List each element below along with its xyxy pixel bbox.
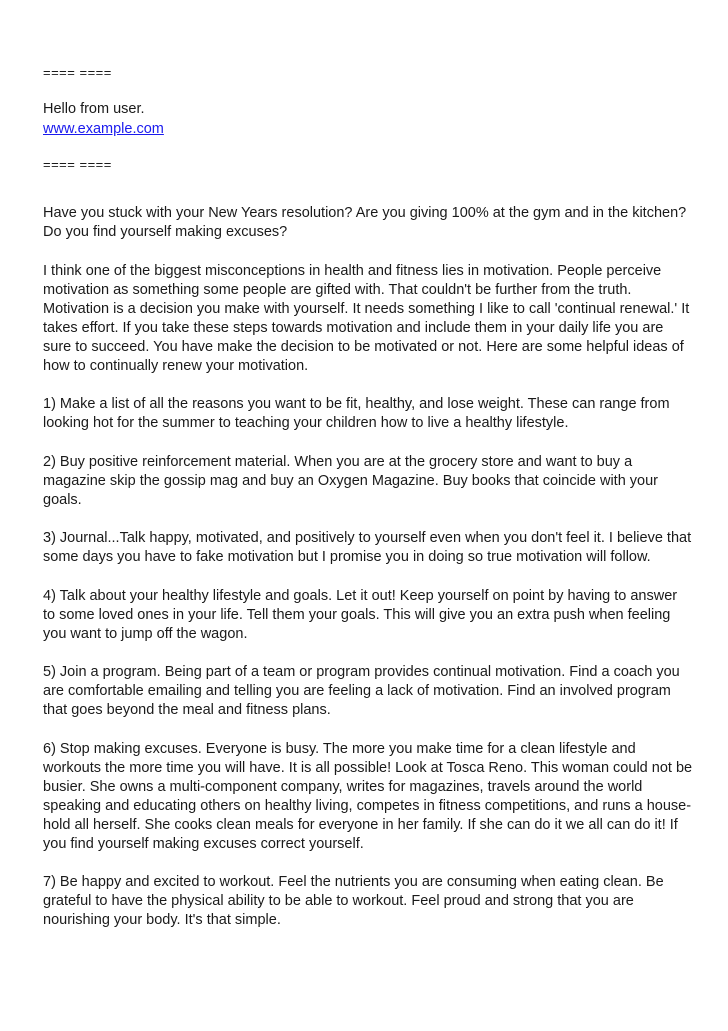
header-separator-top: ==== ==== (43, 65, 112, 80)
tip-4: 4) Talk about your healthy lifestyle and goals. Let it out! Keep yourself on point by having to answer to some loved ones in your life. Tell them your goals. This will give you an extra push when feeling you want to jump off the wagon. (43, 587, 678, 642)
tip-1: 1) Make a list of all the reasons you want to be fit, healthy, and lose weight. These can range from looking hot for the summer to teaching your children how to live a healthy lifestyle. (43, 396, 670, 431)
tip-2: 2) Buy positive reinforcement material. When you are at the grocery store and want to buy a magazine skip the gossip mag and buy an Oxygen Magazine. Buy books that coincide with your goals. (43, 453, 658, 508)
tip-7: 7) Be happy and excited to workout. Feel the nutrients you are consuming when eating clean. Be grateful to have the physical ability to be able to workout. Feel proud and strong that you are nourishing your body. It's that simple. (43, 874, 664, 928)
document-page (43, 65, 693, 950)
website-link[interactable]: www.example.com (43, 121, 164, 137)
article-body (43, 204, 693, 930)
greeting-text: Hello from user. (43, 101, 145, 117)
tip-5: 5) Join a program. Being part of a team or program provides continual motivation. Find a coach you are comfortable emailing and telling you are feeling a lack of motivation. Find an involved program that goes beyond the meal and fitness plans. (43, 664, 680, 718)
tip-3: 3) Journal...Talk happy, motivated, and positively to yourself even when you don't feel it. I believe that some days you have to fake motivation but I promise you in doing so true motivation will follow. (43, 530, 692, 565)
article-paragraph-motivation: I think one of the biggest misconceptions in health and fitness lies in motivation. People perceive motivation as something some people are gifted with. That couldn't be further from the truth. Motivation is a decision you make with yourself. It needs something I like to call 'continual renewal.' It takes effort. If you take these steps towards motivation and include them in your daily life you are sure to succeed. You have make the decision to be motivated or not. Here are some helpful ideas of how to continually renew your motivation. (43, 262, 690, 374)
header-separator-bottom: ==== ==== (43, 157, 112, 172)
header-block (43, 99, 693, 139)
article-intro: Have you stuck with your New Years resolution? Are you giving 100% at the gym and in the kitchen? Do you find yourself making excuses? (43, 205, 687, 240)
link-line (43, 119, 693, 139)
spacer (43, 173, 693, 204)
tip-6: 6) Stop making excuses. Everyone is busy. The more you make time for a clean lifestyle and workouts the more time you will have. It is all possible! Look at Tosca Reno. This woman could not be busier. She owns a multi-component company, writes for magazines, travels around the world speaking and educating others on healthy living, competes in fitness competitions, and runs a house-hold all herself. She cooks clean meals for everyone in her family. If she can do it we all can do it! If you find yourself making excuses correct yourself. (43, 740, 693, 852)
